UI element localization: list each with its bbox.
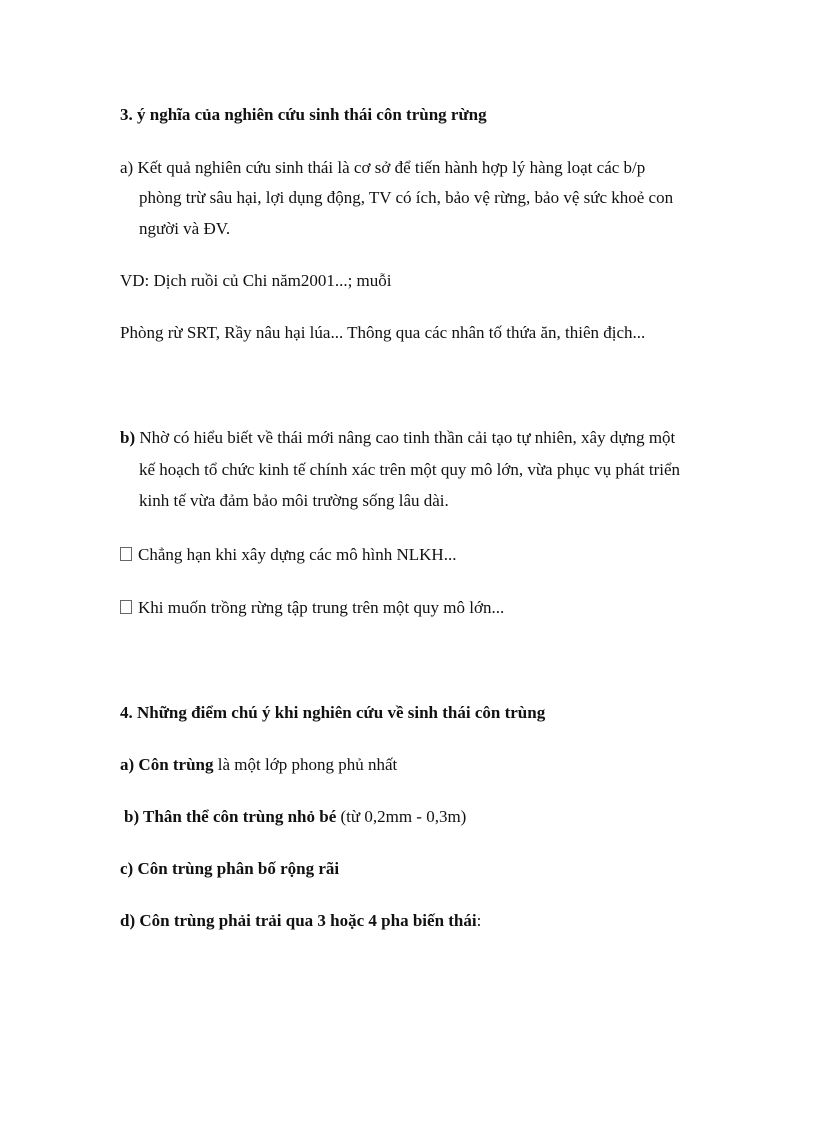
section-4-item-b-rest: (từ 0,2mm - 0,3m) [336,807,467,826]
section-4-item-d-bold: d) Côn trùng phải trải qua 3 hoặc 4 pha biến thái [120,911,477,930]
square-bullet-icon [120,600,132,614]
section-4-item-b [124,807,466,827]
bullet-item-2 [120,598,504,618]
section-3-b-label: b) [120,428,136,447]
bullet-item-1 [120,545,456,565]
section-3-heading: 3. ý nghĩa của nghiên cứu sinh thái côn trùng rừng [120,105,487,124]
section-3-a-line-3: người và ĐV. [139,219,231,238]
prevention-line: Phòng rừ SRT, Rầy nâu hại lúa... Thông qua các nhân tố thứa ăn, thiên địch... [120,323,646,342]
section-4-item-a-rest: là một lớp phong phủ nhất [213,755,398,774]
section-4-item-b-bold: b) Thân thể côn trùng nhỏ bé [124,807,337,826]
section-3-b-line-1 [120,428,675,448]
section-4-heading: 4. Những điểm chú ý khi nghiên cứu về sinh thái côn trùng [120,703,546,722]
section-3-b-line-3: kinh tế vừa đảm bảo môi trường sống lâu dài. [139,491,449,510]
section-4-item-d-rest: : [476,911,482,930]
bullet-item-2-text: Khi muốn trồng rừng tập trung trên một quy mô lớn... [138,598,505,617]
square-bullet-icon [120,547,132,561]
section-3-a-line-1: a) Kết quả nghiên cứu sinh thái là cơ sở để tiến hành hợp lý hàng loạt các b/p [120,158,646,177]
example-line: VD: Dịch ruồi củ Chi năm2001...; muỗi [120,271,392,290]
section-4-item-c: c) Côn trùng phân bố rộng rãi [120,859,340,878]
section-4-item-a [120,755,397,775]
section-3-b-text: Nhờ có hiểu biết về thái mới nâng cao tinh thần cải tạo tự nhiên, xây dựng một [135,428,676,447]
section-4-item-a-bold: a) Côn trùng [120,755,214,774]
section-4-item-d [120,911,481,931]
section-3-b-line-2: kế hoạch tổ chức kinh tế chính xác trên một quy mô lớn, vừa phục vụ phát triển [139,460,681,479]
section-3-a-line-2: phòng trừ sâu hại, lợi dụng động, TV có ích, bảo vệ rừng, bảo vệ sức khoẻ con [139,188,674,207]
bullet-item-1-text: Chẳng hạn khi xây dựng các mô hình NLKH... [138,545,457,564]
